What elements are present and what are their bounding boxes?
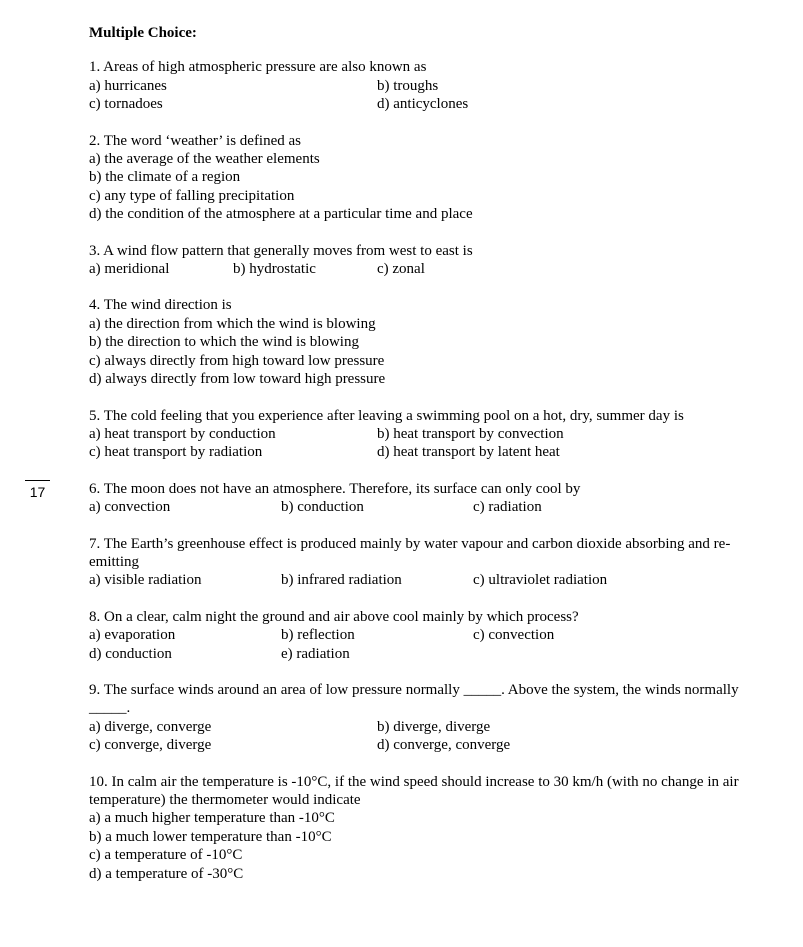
question-stem: 5. The cold feeling that you experience after leaving a swimming pool on a hot, dry, summer day is xyxy=(89,407,684,424)
option-d: d) conduction xyxy=(89,645,172,662)
question-stem: 2. The word ‘weather’ is defined as xyxy=(89,132,302,149)
option-b: b) troughs xyxy=(377,77,439,94)
question-4 xyxy=(89,296,749,388)
option-d: d) a temperature of -30°C xyxy=(89,865,244,882)
question-stem: 10. In calm air the temperature is -10°C, if the wind speed should increase to 30 km/h (with no change in air temperature) the thermometer would indicate xyxy=(89,773,739,808)
option-list xyxy=(89,150,749,224)
option-d: d) heat transport by latent heat xyxy=(377,444,560,461)
question-2 xyxy=(89,132,749,224)
question-7 xyxy=(89,535,749,590)
quiz-document xyxy=(89,24,749,901)
question-10 xyxy=(89,773,749,883)
option-c: c) a temperature of -10°C xyxy=(89,847,243,864)
option-c: c) tornadoes xyxy=(89,96,163,113)
option-b: b) conduction xyxy=(281,499,364,516)
question-stem: 8. On a clear, calm night the ground and air above cool mainly by which process? xyxy=(89,608,579,625)
option-b: b) the climate of a region xyxy=(89,169,241,186)
option-c: c) ultraviolet radiation xyxy=(473,572,608,589)
option-c: c) any type of falling precipitation xyxy=(89,187,295,204)
option-b: b) infrared radiation xyxy=(281,572,402,589)
option-a: a) hurricanes xyxy=(89,77,167,94)
option-a: a) diverge, converge xyxy=(89,718,212,735)
option-b: b) reflection xyxy=(281,627,355,644)
option-c: c) zonal xyxy=(377,261,425,278)
question-9 xyxy=(89,681,749,755)
question-8 xyxy=(89,608,749,663)
option-c: c) heat transport by radiation xyxy=(89,444,263,461)
option-c: c) always directly from high toward low pressure xyxy=(89,352,385,369)
option-a: a) meridional xyxy=(89,261,170,278)
option-d: d) always directly from low toward high pressure xyxy=(89,371,386,388)
score-margin-note: 17 xyxy=(25,480,50,501)
option-b: b) hydrostatic xyxy=(233,261,316,278)
question-stem: 7. The Earth’s greenhouse effect is produced mainly by water vapour and carbon dioxide absorbing and re-emitting xyxy=(89,535,731,570)
option-b: b) diverge, diverge xyxy=(377,718,491,735)
option-grid xyxy=(89,626,749,663)
question-stem: 9. The surface winds around an area of low pressure normally _____. Above the system, the winds normally _____. xyxy=(89,681,739,717)
option-grid xyxy=(89,77,749,114)
option-c: c) converge, diverge xyxy=(89,737,212,754)
option-d: d) anticyclones xyxy=(377,96,469,113)
question-stem: 3. A wind flow pattern that generally moves from west to east is xyxy=(89,242,473,259)
option-list xyxy=(89,315,749,389)
question-stem: 6. The moon does not have an atmosphere. Therefore, its surface can only cool by xyxy=(89,480,581,497)
option-b: b) a much lower temperature than -10°C xyxy=(89,828,332,845)
option-grid xyxy=(89,498,749,516)
option-c: c) convection xyxy=(473,627,555,644)
option-grid xyxy=(89,718,749,755)
question-5 xyxy=(89,407,749,462)
option-a: a) convection xyxy=(89,499,171,516)
option-list xyxy=(89,809,749,883)
option-a: a) a much higher temperature than -10°C xyxy=(89,810,335,827)
question-stem: 4. The wind direction is xyxy=(89,297,232,314)
option-grid xyxy=(89,425,749,462)
question-3 xyxy=(89,242,749,279)
option-a: a) the direction from which the wind is blowing xyxy=(89,315,376,332)
option-d: d) converge, converge xyxy=(377,737,511,754)
option-d: d) the condition of the atmosphere at a particular time and place xyxy=(89,206,473,223)
option-c: c) radiation xyxy=(473,499,542,516)
option-e: e) radiation xyxy=(281,645,350,662)
option-grid xyxy=(89,571,749,589)
question-stem: 1. Areas of high atmospheric pressure are also known as xyxy=(89,59,427,76)
option-a: a) heat transport by conduction xyxy=(89,425,276,442)
option-a: a) visible radiation xyxy=(89,572,202,589)
option-b: b) the direction to which the wind is blowing xyxy=(89,334,359,351)
section-heading: Multiple Choice: xyxy=(89,25,197,41)
option-b: b) heat transport by convection xyxy=(377,425,564,442)
option-grid xyxy=(89,260,749,278)
option-a: a) evaporation xyxy=(89,627,176,644)
question-1 xyxy=(89,58,749,113)
question-6 xyxy=(89,480,749,517)
option-a: a) the average of the weather elements xyxy=(89,151,320,168)
